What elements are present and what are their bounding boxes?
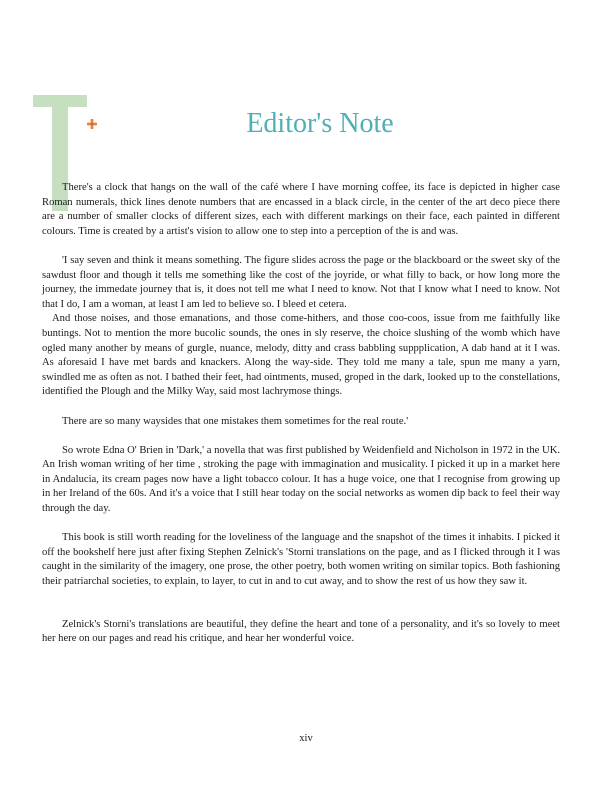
paragraph-edna-obrien: So wrote Edna O' Brien in 'Dark,' a novella that was first published by Weidenfield and Nicholson in 1972 in the UK. An Irish woman writing of her time , stroking the page with immagination and musicality. I picked it up in a market here in Andalucia, its cream pages now have a light tobacco colour. It has a huge voice, one that I recognise from growing up in her Ireland of the 60s. And it's a voice that I still hear today on the social networks as women dip back to feel their way through the day.: [42, 444, 560, 515]
flower-ornament-icon: [86, 118, 98, 130]
page-number: xiv: [299, 733, 313, 744]
article-body: [42, 181, 560, 661]
paragraph-quote-start: 'I say seven and think it means something. The figure slides across the page or the blackboard or the sweet sky of the sawdust floor and though it tells me something like the cost of the joyride, or what filly to back, or how long more the journey, the immedate journey that is, it does not tell me what I need to know. Not that I know what I need to know. Not that I do, I am a woman, at least I am led to believe so. I bleed et cetera.: [42, 254, 560, 310]
page-title: Editor's Note: [246, 108, 394, 139]
paragraph-clock: There's a clock that hangs on the wall of the café where I have morning coffee, its face is depicted in higher case Roman numerals, thick lines denote numbers that are encassed in a black circle, in the center of the art deco piece there are a number of smaller clocks of different sizes, each with different markings on their face, each painted in different colours. Time is created by a artist's vision to allow one to step into a perception of the is and was.: [42, 182, 560, 237]
paragraph-quote-end: There are so many waysides that one mistakes them sometimes for the real route.': [62, 415, 409, 427]
paragraph-quote-noises: And those noises, and those emanations, and those come-hithers, and those coo-coos, issue from me faithfully like buntings. Not to mention the more bucolic sounds, the ones in sly reserve, the choice slushing of the womb which have ogled many another by means of gurgle, nuance, melody, ditty and crass babbling suppplication, A dab hand at it I was. As aforesaid I have met bards and knackers. Along the way-side. They told me many a tale, spun me many a yarn, swindled me as often as not. I bathed their feet, had ointments, mused, groped in the dark, looked up to the constellations, identified the Plough and the Milky Way, said most lachrymose things.: [42, 313, 560, 398]
paragraph-zelnick: Zelnick's Storni's translations are beautiful, they define the heart and tone of a personality, and it's so lovely to meet her here on our pages and read his critique, and hear her wonderful voice.: [42, 618, 560, 645]
paragraph-book-worth: This book is still worth reading for the loveliness of the language and the snapshot of the times it inhabits. I picked it off the bookshelf here just after fixing Stephen Zelnick's 'Storni translations on the page, and as I flicked through it I was caught in the similarity of the imagery, one prose, the other poetry, both women writing on similar topics. Both fashioning their patriarchal societies, to explain, to layer, to cut in and to cut away, and to show the rest of us how they saw it.: [42, 532, 560, 588]
